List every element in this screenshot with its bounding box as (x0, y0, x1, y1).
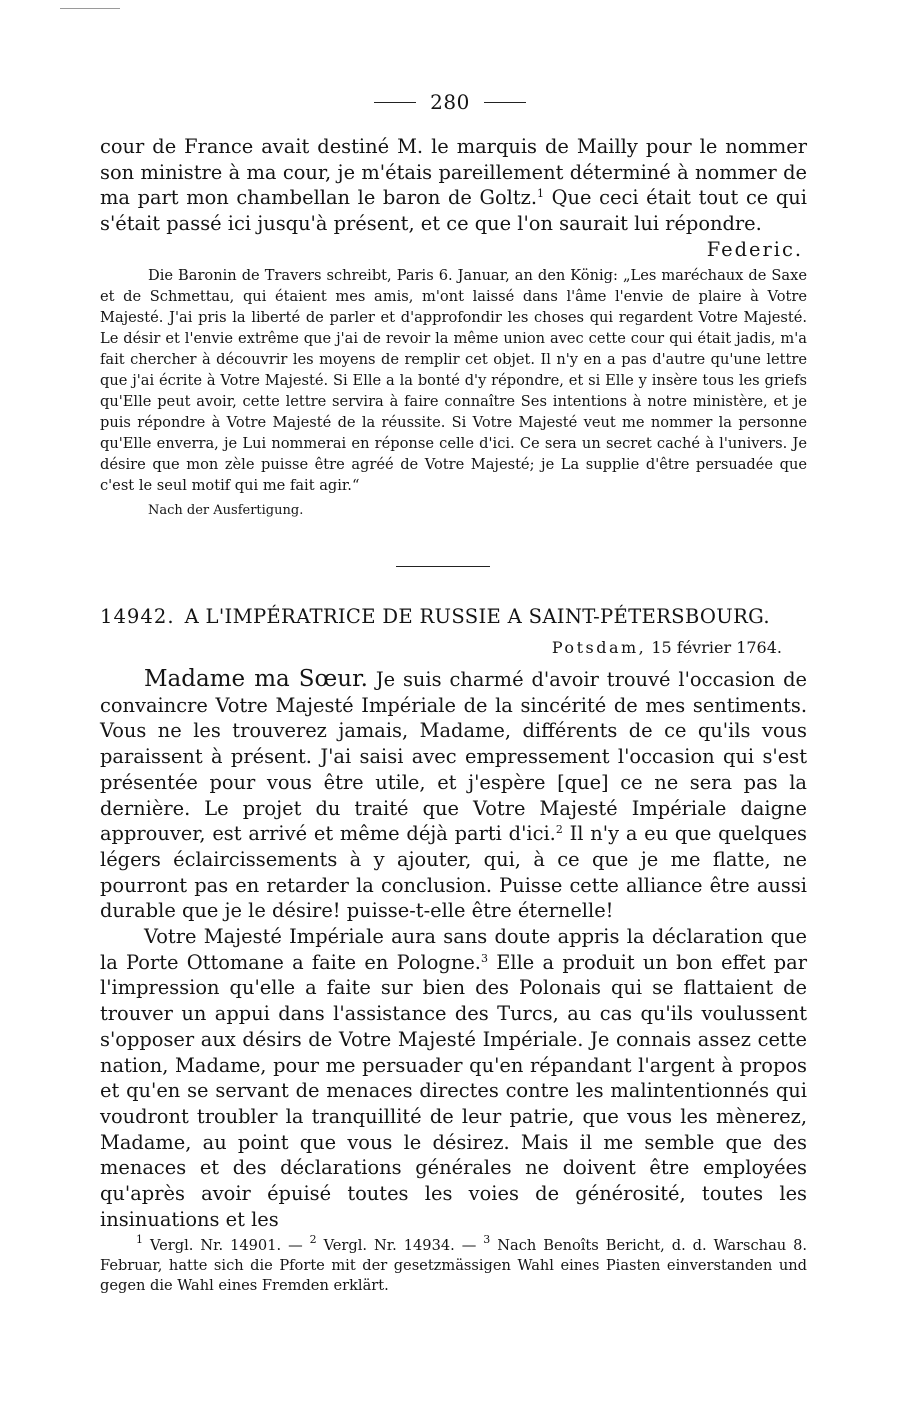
footnote-1: Vergl. Nr. 14901. — (149, 1237, 303, 1254)
letter-body (100, 667, 807, 1232)
section-separator (396, 566, 490, 567)
letter-date: 15 février 1764. (651, 638, 782, 657)
signature: Federic. (706, 237, 803, 261)
salutation: Madame ma Sœur. (144, 666, 368, 692)
footnote-marker-3: 3 (483, 1233, 491, 1246)
footnote-2: Vergl. Nr. 14934. — (323, 1237, 477, 1254)
header-dash-left (374, 102, 416, 103)
letter-paragraph-1: Madame ma Sœur. Je suis charmé d'avoir trouvé l'occasion de convaincre Votre Majesté Impériale de la sincérité de mes sentiments. Vous ne les trouverez jamais, Madame, différents de ce qu'ils vous paraissent à présent. J'ai saisi avec empressement l'occasion qui s'est présentée pour vous être utile, et j'espère [que] ce ne sera pas la dernière. Le projet du traité que Votre Majesté Impériale daigne approuver, est arrivé et même déjà parti d'ici.$^2$ Il n'y a eu que quelques légers éclaircissements à y ajouter, qui, à ce que je me flatte, ne pourront pas en retarder la conclusion. Puisse cette alliance être aussi durable que je le désire! puisse-t-elle être éternelle! (100, 666, 807, 923)
letter-heading (100, 605, 807, 628)
footnote-ref-3: 3 (480, 951, 488, 965)
letter-place: Potsdam, (551, 638, 647, 657)
header-dash-right (484, 102, 526, 103)
letter-continuation-paragraph: cour de France avait destiné M. le marquis de Mailly pour le nommer son ministre à ma cour, je m'étais pareillement déterminé à nommer de ma part mon chambellan le baron de Goltz.$^1$ Que ceci était tout ce qui s'était passé ici jusqu'à présent, et ce que l'on saurait lui répondre. (100, 135, 807, 236)
footnote-marker-2: 2 (309, 1233, 317, 1246)
note-source: Nach der Ausfertigung. (148, 503, 304, 518)
page-header (0, 88, 900, 116)
editorial-note (100, 265, 807, 521)
letter-dateline (552, 638, 782, 657)
footnote-block (100, 1233, 808, 1296)
scan-corner-mark (60, 8, 120, 9)
letter-title: A L'IMPÉRATRICE DE RUSSIE A SAINT-PÉTERSBOURG. (184, 605, 770, 628)
footnote-ref-2: 2 (555, 823, 563, 837)
footnote-ref-1: 1 (537, 187, 545, 201)
letter-continuation (100, 134, 807, 263)
page-number: 280 (430, 90, 470, 114)
footnote-marker-1: 1 (136, 1233, 143, 1246)
footnotes (100, 1233, 808, 1296)
note-text: Die Baronin de Travers schreibt, Paris 6. Januar, an den König: „Les maréchaux de Saxe et de Schmettau, qui étaient mes amis, m'ont laissé dans l'âme l'envie de plaire à Votre Majesté. J'ai pris la liberté de parler et d'approfondir les choses qui regardent Votre Majesté. Le désir et l'envie extrême que j'ai de revoir la même union avec cette cour qui était jadis, m'a fait chercher à découvrir les moyens de remplir cet objet. Il n'y en a pas d'autre qu'une lettre que j'ai écrite à Votre Majesté. Si Elle a la bonté d'y répondre, et si Elle y insère tous les griefs qu'Elle peut avoir, cette lettre servira à faire connaître Ses intentions à notre ministère, et je puis répondre à Votre Majesté de la réussite. Si Votre Majesté veut me nommer la personne qu'Elle enverra, je Lui nommerai en réponse celle d'ici. Ce sera un secret caché à l'univers. Je désire que mon zèle puisse être agréé de Votre Majesté; je La supplie d'être persuadée que c'est le seul motif qui me fait agir.“ (100, 267, 807, 494)
footnote-3: Nach Benoîts Bericht, d. d. Warschau 8. Februar, hatte sich die Pforte mit der gesetzmässigen Wahl eines Piasten einverstanden und gegen die Wahl eines Fremden erklärt. (100, 1237, 808, 1294)
letter-number: 14942. (100, 605, 175, 628)
letter-paragraph-2: Votre Majesté Impériale aura sans doute appris la déclaration que la Porte Ottomane a faite en Pologne.$^3$ Elle a produit un bon effet par l'impression qu'elle a faite sur bien des Polonais qui se flattaient de trouver un appui dans l'assistance des Turcs, au cas qu'ils voulussent s'opposer aux désirs de Votre Majesté Impériale. Je connais assez cette nation, Madame, pour me persuader qu'en répandant l'argent à propos et qu'en se servant de menaces directes contre les malintentionnés qui voudront troubler la tranquillité de leur patrie, que vous les mènerez, Madame, au point que vous le désirez. Mais il me semble que des menaces et des déclarations générales ne doivent être employées qu'après avoir épuisé toutes les voies de générosité, toutes les insinuations et les (100, 925, 807, 1231)
